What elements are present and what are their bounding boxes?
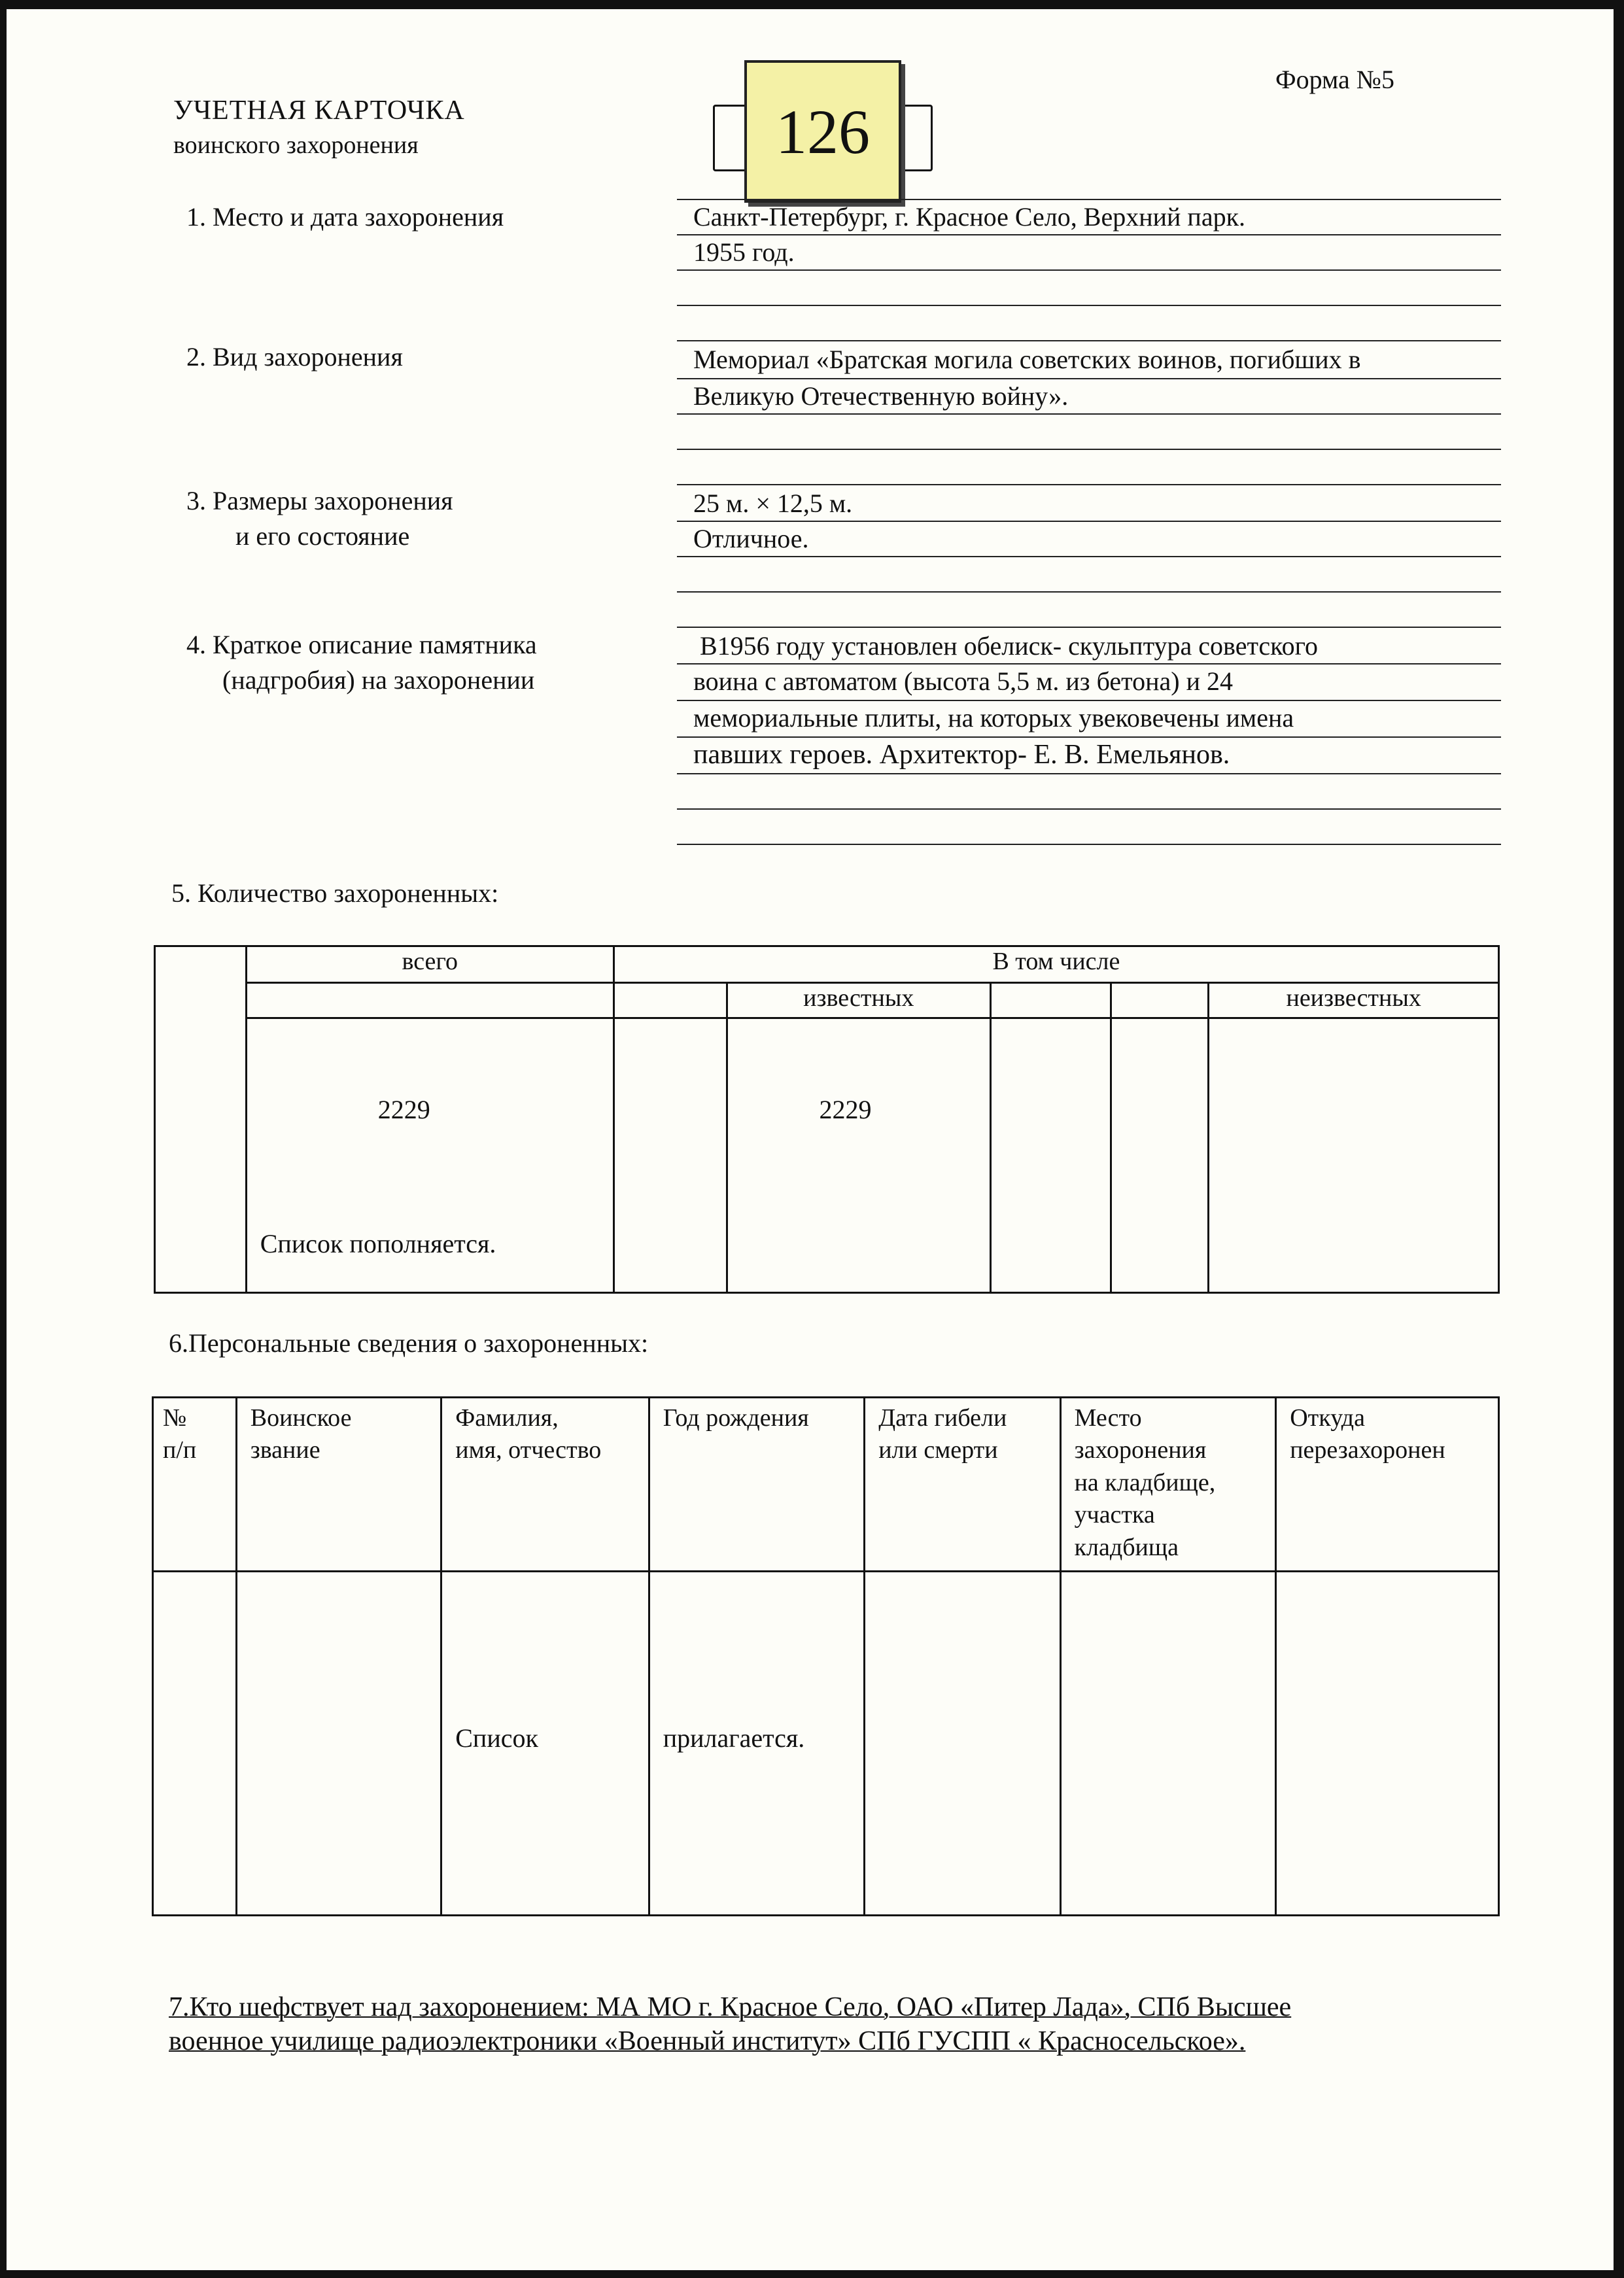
field4-value-line1: В1956 году установлен обелиск- скульптура советского [700,631,1318,661]
rule [677,340,1501,341]
count-known-cell [727,1018,991,1293]
personal-empty-cell [865,1572,1060,1916]
field3-label-line1: 3. Размеры захоронения [186,486,453,515]
personal-empty-cell [153,1572,237,1916]
rule [677,521,1501,522]
patron-line2: военное училище радиоэлектроники «Военный институт» СПб ГУСПП « Красносельское». [169,2026,1246,2056]
field1-value-line2: 1955 год. [693,237,795,267]
count-header-total: всего [246,946,613,983]
count-table-index-cell [155,946,247,1293]
count-total-value: 2229 [377,1095,430,1124]
rule [677,773,1501,774]
field2-value-line1: Мемориал «Братская могила советских воинов, погибших в [693,345,1361,374]
patron-line1: 7.Кто шефствует над захоронением: МА МО г. Красное Село, ОАО «Питер Лада», СПб Высшее [169,1992,1292,2022]
rule [677,627,1501,628]
personal-empty-cell [236,1572,441,1916]
field4-label-line1: 4. Краткое описание памятника [186,630,537,659]
col-header-reburied-from: Откуда перезахоронен [1276,1398,1499,1572]
count-note: Список пополняется. [260,1229,496,1258]
rule [677,269,1501,271]
rule [677,663,1501,664]
rule [677,199,1501,200]
scan-border-left [0,0,7,2278]
count-known-value: 2229 [819,1095,872,1124]
card-number-stamp [744,60,901,203]
col-header-death-date: Дата гибели или смерти [865,1398,1060,1572]
count-empty-cell [613,1018,727,1293]
rule [677,378,1501,379]
field3-value-line1: 25 м. × 12,5 м. [693,489,853,518]
count-total-cell [246,1018,613,1293]
personal-empty-cell [1276,1572,1499,1916]
field4-value-line3: мемориальные плиты, на которых увековечены имена [693,703,1294,733]
field1-value-line1: Санкт-Петербург, г. Красное Село, Верхний парк. [693,202,1246,232]
scan-border-right [1614,0,1624,2278]
field4-value-line4: павших героев. Архитектор- Е. В. Емельянов. [693,740,1230,770]
stamp-number: 126 [776,96,870,167]
count-header-known: известных [727,983,991,1018]
card-subtitle: воинского захоронения [173,131,419,159]
count-subheader-blank [246,983,613,1018]
rule [677,234,1501,235]
section6-title: 6.Персональные сведения о захороненных: [169,1328,649,1358]
count-header-unknown: неизвестных [1209,983,1499,1018]
field3-value-line2: Отличное. [693,524,809,553]
rule [677,413,1501,415]
personal-list-word: Список [455,1723,538,1753]
rule [677,844,1501,845]
count-header-including: В том числе [613,946,1498,983]
col-header-fullname: Фамилия, имя, отчество [441,1398,649,1572]
scan-border-bottom [0,2270,1624,2278]
form-number: Форма №5 [1275,65,1394,94]
field4-value-line2: воина с автоматом (высота 5,5 м. из бетона) и 24 [693,666,1233,696]
card-title: УЧЕТНАЯ КАРТОЧКА [173,95,465,126]
section5-title: 5. Количество захороненных: [171,878,499,908]
rule [677,484,1501,485]
scan-border-top [0,0,1624,9]
col-header-rank: Воинское звание [236,1398,441,1572]
field2-value-line2: Великую Отечественную войну». [693,381,1069,411]
burial-count-table [154,945,1500,1294]
rule [677,556,1501,557]
count-unknown-cell [1209,1018,1499,1293]
count-subheader-blank [1111,983,1209,1018]
field1-label: 1. Место и дата захоронения [186,202,504,232]
field3-label-line2: и его состояние [235,521,410,551]
count-subheader-blank [991,983,1111,1018]
rule [677,700,1501,701]
field2-label: 2. Вид захоронения [186,342,403,371]
col-header-burial-place: Место захоронения на кладбище, участка кладбища [1060,1398,1276,1572]
personal-attached-word: прилагается. [663,1723,805,1753]
rule [677,591,1501,593]
count-empty-cell [991,1018,1111,1293]
col-header-birth-year: Год рождения [649,1398,864,1572]
personal-name-cell [441,1572,649,1916]
personal-empty-cell [1060,1572,1276,1916]
col-header-number: № п/п [153,1398,237,1572]
rule [677,808,1501,810]
rule [677,736,1501,738]
field4-label-line2: (надгробия) на захоронении [222,665,535,695]
personal-data-table [152,1396,1500,1916]
rule [677,449,1501,450]
personal-year-cell [649,1572,864,1916]
count-empty-cell [1111,1018,1209,1293]
count-subheader-blank [613,983,727,1018]
rule [677,305,1501,306]
